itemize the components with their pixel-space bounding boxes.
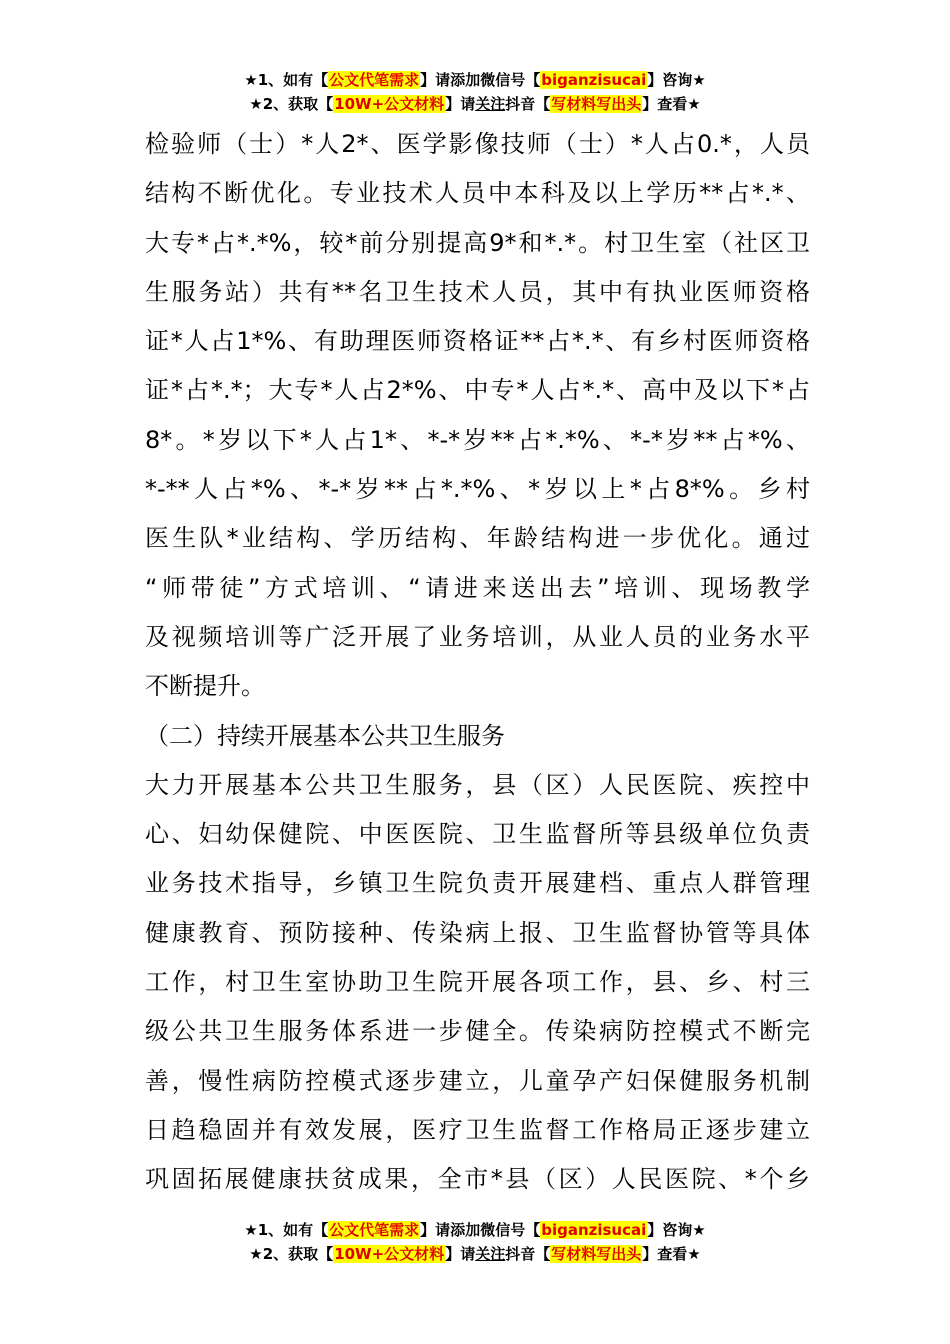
body-line: 日趋稳固并有效发展，医疗卫生监督工作格局正逐步建立 [145,1115,810,1144]
body-line: 巩固拓展健康扶贫成果，全市*县（区）人民医院、*个乡 [145,1165,810,1194]
banner-text: 抖音【 [505,1245,551,1263]
body-line: 结构不断优化。专业技术人员中本科及以上学历**占*.*、 [145,179,810,208]
body-line: 及视频培训等广泛开展了业务培训，从业人员的业务水平 [145,622,810,651]
body-line: “师带徒”方式培训、“请进来送出去”培训、现场教学 [145,573,810,602]
banner-text: 】请 [445,95,476,113]
banner-text: 】查看★ [642,95,701,113]
banner-highlight: 公文代笔需求 [329,1221,420,1239]
body-line: 生服务站）共有**名卫生技术人员，其中有执业医师资格 [145,277,810,306]
banner-line-2 [0,92,950,116]
banner-text: 加 [465,1221,481,1239]
banner-highlight: 10W+公文材料 [334,95,445,113]
banner-highlight: biganzisucai [541,71,647,89]
body-line: 工作，村卫生室协助卫生院开展各项工作，县、乡、村三 [145,968,810,997]
body-line: 证*人占1*%、有助理医师资格证**占*.*、有乡村医师资格 [145,327,810,356]
body-line: 级公共卫生服务体系进一步健全。传染病防控模式不断完 [145,1017,810,1046]
body-line: 大力开展基本公共卫生服务，县（区）人民医院、疾控中 [145,770,810,799]
banner-line-2 [0,1242,950,1266]
section-heading: （二）持续开展基本公共卫生服务 [145,721,505,750]
banner-highlight: 10W+公文材料 [334,1245,445,1263]
banner-highlight: 写材料写出头 [551,1245,642,1263]
banner-line-1 [0,1218,950,1242]
banner-line-1 [0,68,950,92]
banner-text: 】请 [445,1245,476,1263]
banner-text: 加 [465,71,481,89]
banner-text: 抖音【 [505,95,551,113]
banner-text: ★2、获取【 [249,1245,334,1263]
banner-highlight: biganzisucai [541,1221,647,1239]
banner-highlight: 公文代笔需求 [329,71,420,89]
banner-underlined: 关注 [475,95,506,113]
body-line: 医生队*业结构、学历结构、年龄结构进一步优化。通过 [145,524,810,553]
banner-highlight: 写材料写出头 [551,95,642,113]
body-line: 健康教育、预防接种、传染病上报、卫生监督协管等具体 [145,918,810,947]
banner-text: 】咨询★ [647,71,706,89]
banner-text: 】请添 [420,1221,466,1239]
banner-text: 】咨询★ [647,1221,706,1239]
banner-text: 】请添 [420,71,466,89]
banner-text: 微信号【 [480,1221,541,1239]
body-line: *-**人占*%、*-*岁**占*.*%、*岁以上*占8*%。乡村 [145,475,810,504]
footer-banner [0,1218,950,1266]
body-line: 业务技术指导，乡镇卫生院负责开展建档、重点人群管理 [145,869,810,898]
body-line: 证*占*.*；大专*人占2*%、中专*人占*.*、高中及以下*占 [145,376,810,405]
body-line: 检验师（士）*人2*、医学影像技师（士）*人占0.*，人员 [145,130,810,158]
banner-text: ★2、获取【 [249,95,334,113]
banner-text: 微信号【 [480,71,541,89]
body-line: 8*。*岁以下*人占1*、*-*岁**占*.*%、*-*岁**占*%、 [145,425,810,454]
body-line: 不断提升。 [145,672,265,701]
banner-underlined: 关注 [475,1245,506,1263]
banner-text: ★1、如有【 [244,71,329,89]
body-line: 大专*占*.*%，较*前分别提高9*和*.*。村卫生室（社区卫 [145,228,810,257]
banner-text: 】查看★ [642,1245,701,1263]
banner-text: ★1、如有【 [244,1221,329,1239]
body-line: 心、妇幼保健院、中医医院、卫生监督所等县级单位负责 [145,820,810,849]
body-line: 善，慢性病防控模式逐步建立，儿童孕产妇保健服务机制 [145,1066,810,1095]
document-body [145,120,810,1205]
header-banner [0,68,950,116]
